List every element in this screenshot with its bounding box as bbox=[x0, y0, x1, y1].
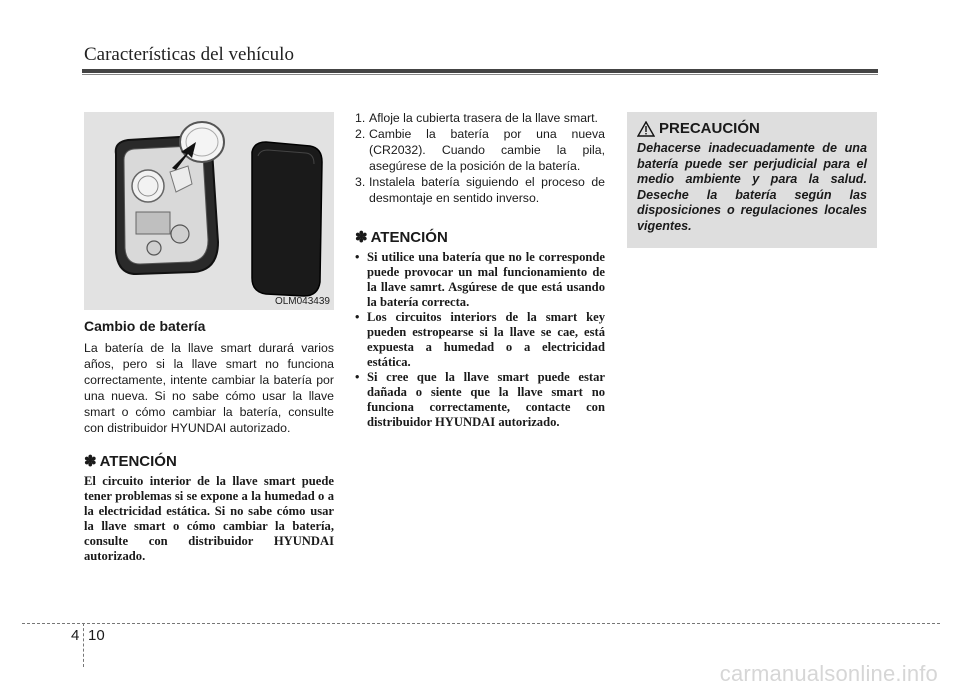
step-item bbox=[355, 126, 605, 174]
page-number: 10 bbox=[88, 627, 105, 644]
step-number: 1. bbox=[355, 111, 366, 125]
footer-divider bbox=[83, 623, 84, 667]
warning-triangle-icon bbox=[637, 121, 655, 137]
section-title-battery: Cambio de batería bbox=[84, 318, 206, 334]
header-rule bbox=[82, 69, 878, 73]
steps-list bbox=[355, 110, 605, 206]
notice-paragraph: El circuito interior de la llave smart puede tener problemas si se expone a la humedad o a la electricidad estática. Si no sabe cómo usar la llave smart o cómo cambiar la batería, consulte con distribuidor HYUNDAI autorizado. bbox=[84, 474, 334, 563]
bullet-text: Si cree que la llave smart puede estar dañada o siente que la llave smart no funciona correctamente, contacte con distribuidor HYUNDAI autorizado. bbox=[367, 370, 605, 429]
asterisk-icon: ✽ bbox=[355, 229, 368, 246]
watermark: carmanualsonline.info bbox=[719, 661, 938, 686]
caution-title: PRECAUCIÓN bbox=[659, 120, 760, 137]
step-text: Instalela batería siguiendo el proceso de desmontaje en sentido inverso. bbox=[369, 175, 605, 205]
caution-box bbox=[627, 112, 877, 248]
page-header-title: Características del vehículo bbox=[84, 44, 294, 65]
bullet-text: Si utilice una batería que no le corresponde puede provocar un mal funcionamiento de la llave samrt. Asgúrese de que está usando la batería correcta. bbox=[367, 250, 605, 309]
notice-title: ATENCIÓN bbox=[370, 228, 448, 246]
step-item bbox=[355, 110, 605, 126]
bullet-dot: • bbox=[355, 250, 360, 264]
step-text: Afloje la cubierta trasera de la llave smart. bbox=[369, 111, 598, 125]
notice-heading bbox=[84, 452, 334, 470]
notice-title: ATENCIÓN bbox=[99, 452, 177, 470]
column-middle bbox=[355, 110, 605, 430]
battery-paragraph: La batería de la llave smart durará varios años, pero si la llave smart no funciona correctamente, intente cambiar la batería por una nueva. Si no sabe cómo usar la llave smart o cómo cambiar la batería, consulte con distribuidor HYUNDAI autorizado. bbox=[84, 341, 334, 435]
smart-key-figure bbox=[84, 112, 334, 310]
caution-paragraph: Dehacerse inadecuadamente de una batería puede ser perjudicial para el medio ambiente y para la salud. Deseche la batería según las disposiciones o regulaciones locales vigentes. bbox=[637, 141, 867, 233]
step-number: 2. bbox=[355, 127, 366, 141]
bullet-text: Los circuitos interiors de la smart key pueden estropearse si la llave se cae, está expuesta a humedad o a electricidad estática. bbox=[367, 310, 605, 369]
bullet-dot: • bbox=[355, 310, 360, 324]
caution-heading bbox=[637, 120, 867, 137]
step-number: 3. bbox=[355, 175, 366, 189]
asterisk-icon: ✽ bbox=[84, 453, 97, 470]
figure-code: OLM043439 bbox=[274, 296, 330, 307]
chapter-number: 4 bbox=[71, 627, 80, 644]
column-left bbox=[84, 112, 334, 564]
bullet-item bbox=[355, 310, 605, 370]
notice-heading bbox=[355, 228, 605, 246]
step-text: Cambie la batería por una nueva (CR2032). Cuando cambie la pila, asegúrese de la posición de la batería. bbox=[369, 127, 605, 173]
step-item bbox=[355, 174, 605, 206]
bullet-item bbox=[355, 250, 605, 310]
footer-rule bbox=[22, 623, 940, 624]
smart-key-illustration bbox=[84, 112, 334, 310]
notice-bullet-list bbox=[355, 250, 605, 430]
column-right bbox=[627, 112, 877, 248]
bullet-dot: • bbox=[355, 370, 360, 384]
bullet-item bbox=[355, 370, 605, 430]
